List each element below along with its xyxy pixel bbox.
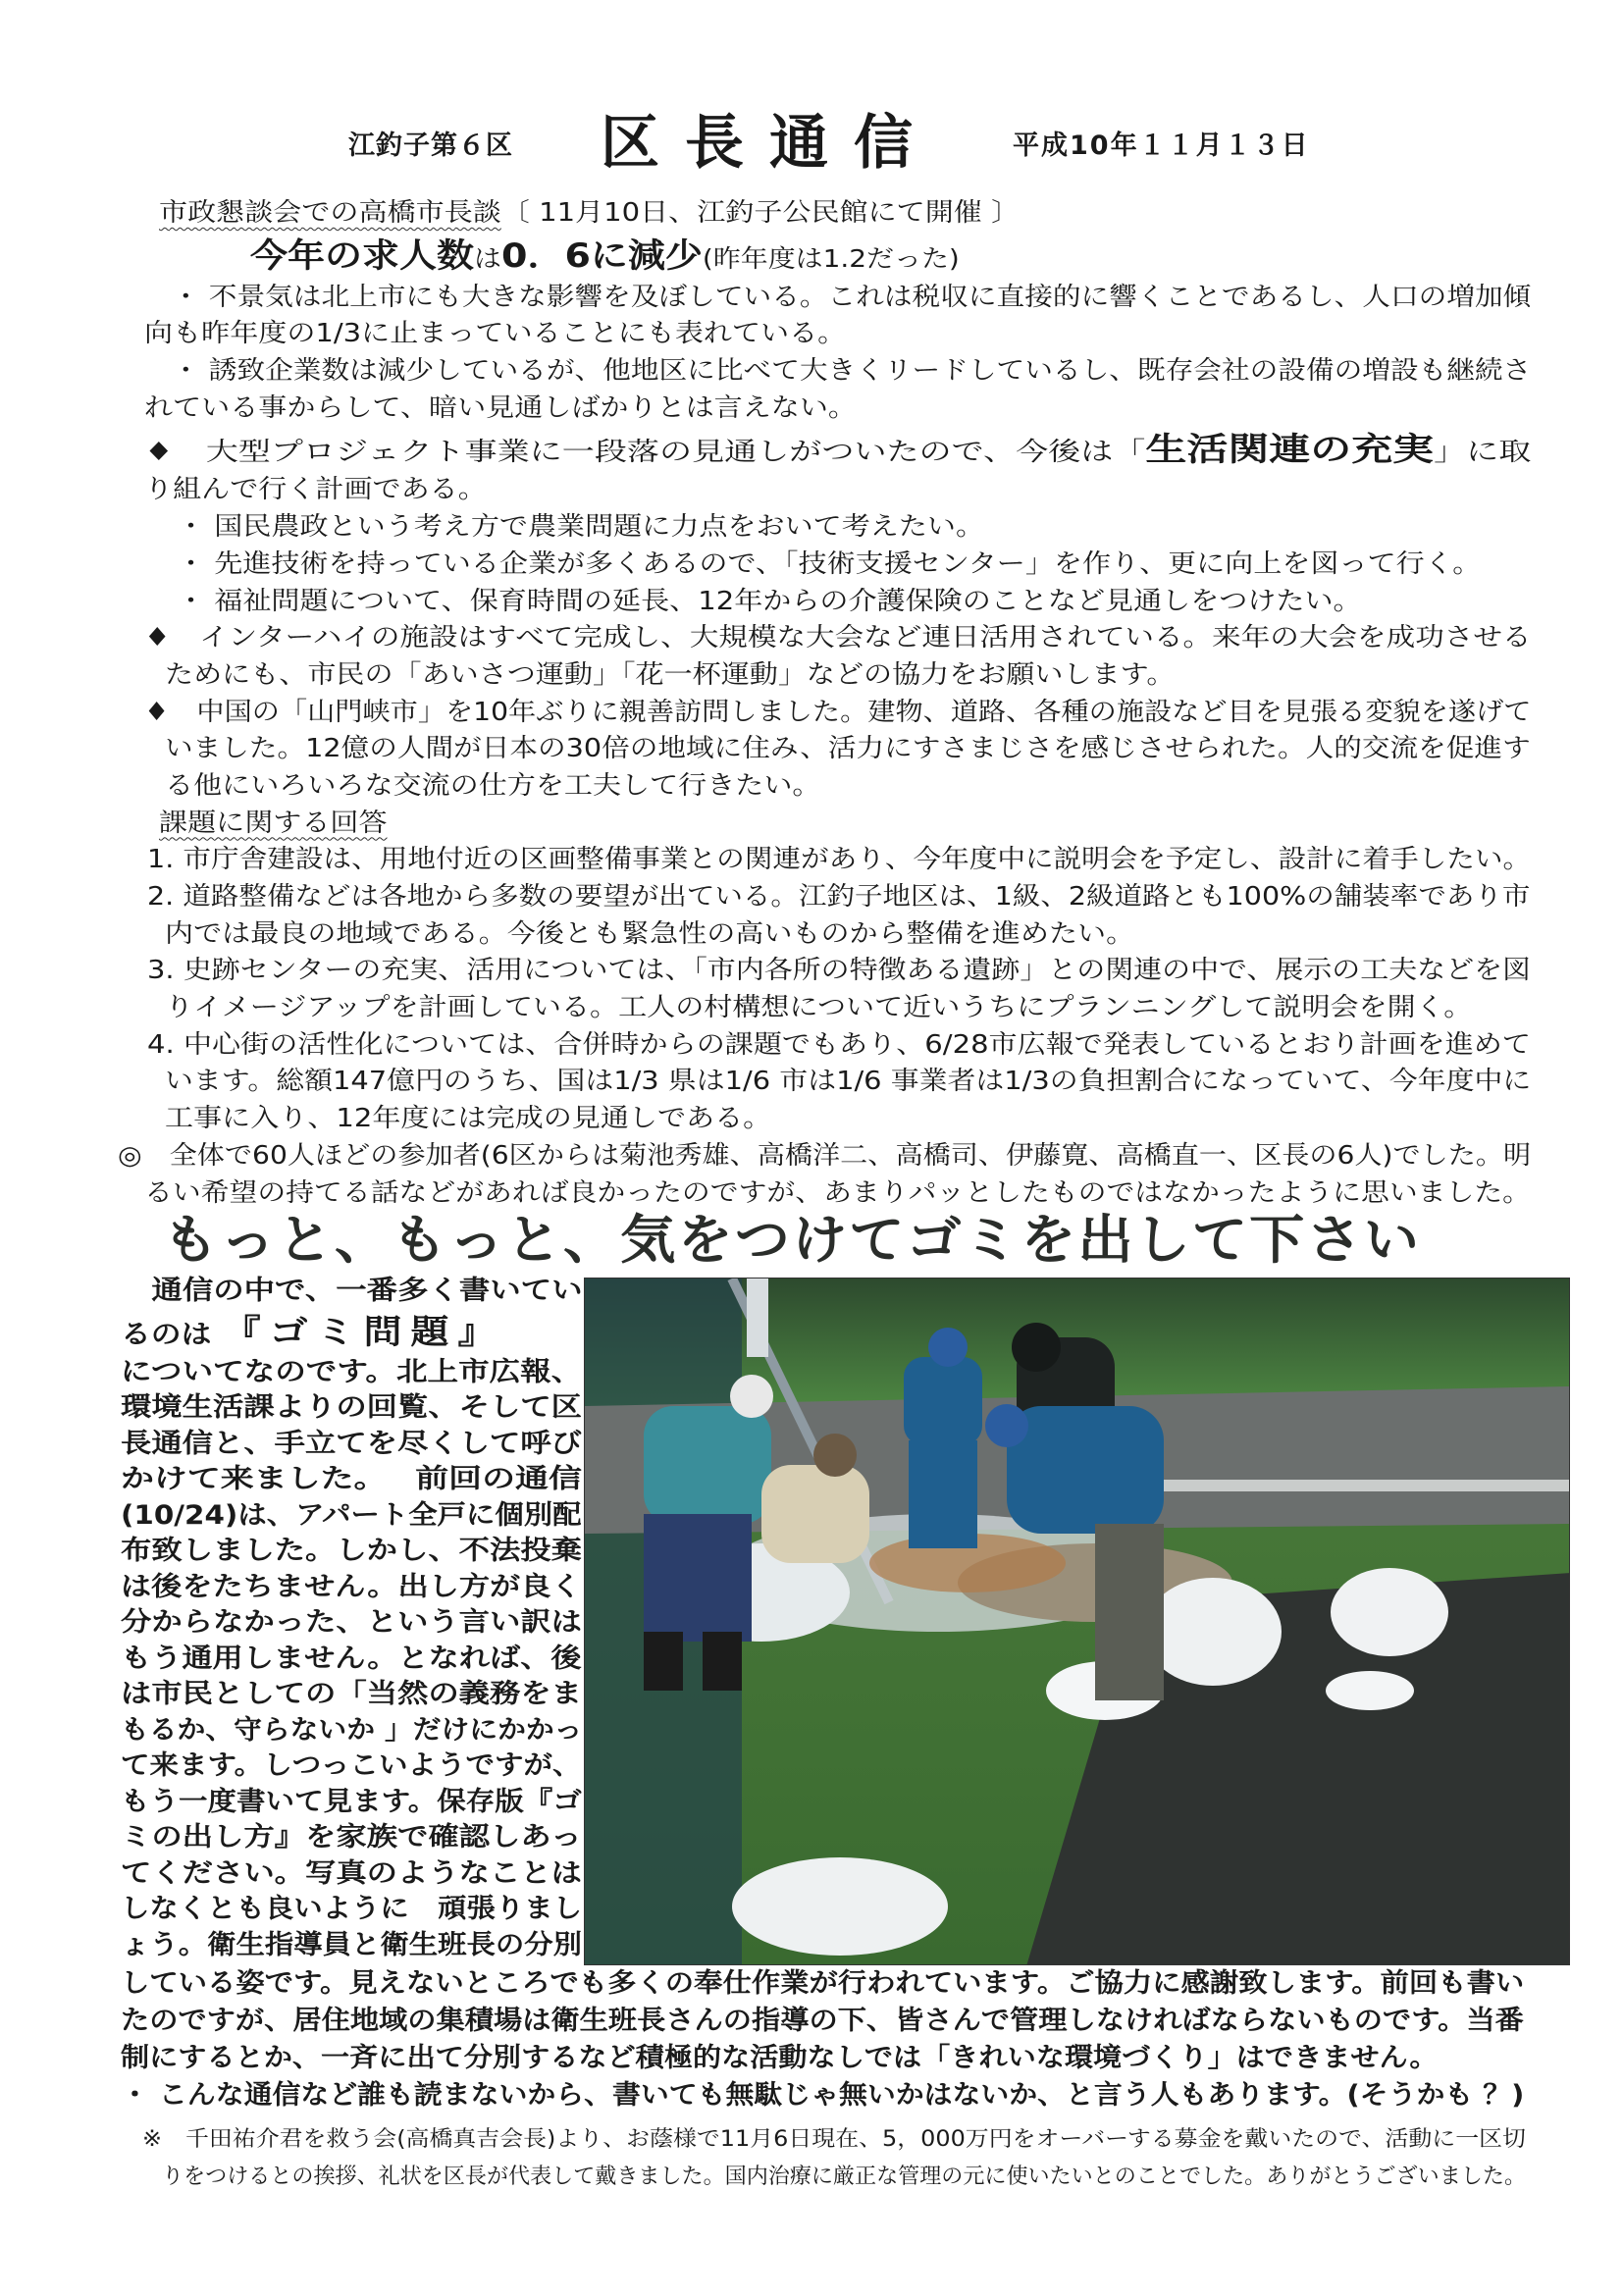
meeting-heading-label: 市政懇談会での高橋市長談 — [159, 198, 501, 228]
headline-part: 0．6に減少 — [500, 235, 703, 276]
text-line: もう一度書いて見ます。保存版『ゴ — [121, 1786, 582, 1817]
signboard — [747, 1278, 768, 1357]
emphasis-garbage-problem: 『ゴミ問題』 — [241, 1312, 505, 1352]
text-line: ・ こんな通信など誰も読まないから、書いても無駄じゃ無いかはないか、と言う人もあります。(そうかも ？) — [121, 2080, 1525, 2111]
text-line: ♦ 中国の「山門峡市」を10年ぶりに親善訪問しました。建物、道路、各種の施設など目を見張る変貌を遂げて — [144, 697, 1532, 727]
text-line: たのですが、居住地域の集積場は衛生班長さんの指導の下、皆さんで管理しなければならないものです。当番 — [121, 2006, 1524, 2036]
text-line: ミの出し方』を家族で確認しあっ — [121, 1822, 582, 1852]
summary-line: るい希望の持てる話などがあれば良かったのですが、あまりパッとしたものではなかったように思いました。 — [144, 1177, 1532, 1208]
text-line: る他にいろいろな交流の仕方を工夫して行きたい。 — [165, 770, 821, 801]
garbage-continued — [121, 1965, 1524, 2114]
text-line: についてなのです。北上市広報、 — [121, 1356, 583, 1387]
note-line: りをつけるとの挨拶、礼状を区長が代表して戴きました。国内治療に厳正な管理の元に使いたいとのことでした。ありがとうございました。 — [162, 2165, 1527, 2189]
text-line: り組んで行く計画である。 — [144, 475, 487, 505]
answers-heading: 課題に関する回答 — [159, 808, 388, 838]
text-line: ・ 先進技術を持っている企業が多くあるので、「技術支援センター」を作り、更に向上を図って行く。 — [177, 548, 1482, 579]
meeting-heading-note: 〔 11月10日、江釣子公民館にて開催 〕 — [500, 198, 1021, 228]
text-line: ♦ インターハイの施設はすべて完成し、大規模な大会など連日活用されている。来年の大会を成功させる — [144, 623, 1532, 653]
text-line: 通信の中で、一番多く書いてい — [121, 1276, 583, 1306]
text-line: りイメージアップを計画している。工人の村構想について近いうちにプランニングして説明会を開く。 — [165, 993, 1473, 1023]
headline-part: 今年の求人数 — [250, 235, 475, 276]
fundraising-note — [142, 2121, 1526, 2196]
person-center — [904, 1328, 982, 1548]
text-line: 環境生活課よりの回覧、そして区 — [121, 1392, 582, 1423]
text-line: 向も昨年度の1/3に止まっていることにも表れている。 — [144, 319, 847, 349]
text-line: てください。写真のようなことは — [121, 1857, 582, 1889]
text-line: 布致しました。しかし、不法投棄 — [121, 1536, 582, 1566]
text-line: しなくとも良いように 頑張りまし — [121, 1894, 582, 1924]
emphasis-living: 生活関連の充実 — [1145, 430, 1435, 469]
curb — [1164, 1480, 1570, 1491]
headline — [118, 233, 1531, 280]
text-part: ♦ 大型プロジェクト事業に一段落の見通しがついたので、今後は「 — [144, 438, 1146, 468]
text-line — [121, 1310, 582, 1355]
note-line: ※ 千田祐介君を救う会(高橋真吉会長)より、お蔭様で11月6日現在、5，000万円をオーバーする募金を戴いたので、活動に一区切 — [142, 2127, 1526, 2152]
text-line: います。総額147億円のうち、国は1/3 県は1/6 市は1/6 事業者は1/3の負担割合になっていて、今年度中に — [165, 1067, 1532, 1097]
issue-date: 平成10年１１月１３日 — [1013, 130, 1310, 161]
text-line: 内では最良の地域である。今後とも緊急性の高いものから整備を進めたい。 — [165, 918, 1135, 949]
answer-item: 1. 市庁舎建設は、用地付近の区画整備事業との関連があり、今年度中に説明会を予定し、設計に着手したい。 — [147, 845, 1532, 875]
answer-item: 3. 史跡センターの充実、活用については、「市内各所の特徴ある遺跡」との関連の中で、展示の工夫などを図 — [147, 956, 1531, 986]
garbage-column — [121, 1274, 582, 1963]
answer-item: 2. 道路整備などは各地から多数の要望が出ている。江釣子地区は、1級、2級道路とも100%の舗装率であり市 — [147, 882, 1531, 912]
meeting-report — [118, 195, 1531, 1212]
district-name: 江釣子第６区 — [348, 130, 513, 161]
text-line: もう通用しません。となれば、後 — [121, 1643, 582, 1674]
meeting-heading — [118, 195, 1531, 233]
text-line: 分からなかった、という言い訳は — [121, 1607, 582, 1638]
text-line: ・ 誘致企業数は減少しているが、他地区に比べて大きくリードしているし、既存会社の設備の増設も継続さ — [172, 356, 1532, 387]
text-line: もるか、守らないか 」だけにかかっ — [121, 1714, 583, 1746]
text-line: かけて来ました。 前回の通信 — [121, 1464, 582, 1494]
text-line: 工事に入り、12年度には完成の見通しである。 — [165, 1104, 772, 1134]
text-line: ・ 不景気は北上市にも大きな影響を及ぼしている。これは税収に直接的に響くことであるし、人口の増加傾 — [172, 282, 1532, 312]
photo-garbage-sorting — [584, 1278, 1570, 1965]
answer-item: 4. 中心街の活性化については、合併時からの課題でもあり、6/28市広報で発表しているとおり計画を進めて — [147, 1029, 1531, 1060]
text-part: るのは — [121, 1319, 242, 1350]
text-line — [118, 427, 1531, 472]
text-line: ょう。衛生指導員と衛生班長の分別 — [121, 1929, 582, 1960]
text-line: ためにも、市民の「あいさつ運動」「花一杯運動」などの協力をお願いします。 — [165, 659, 1176, 690]
newsletter-title: 区長通信 — [601, 109, 938, 178]
text-line: ・ 福祉問題について、保育時間の延長、12年からの介護保険のことなど見通しをつけたい。 — [177, 586, 1362, 616]
text-part: 」に取 — [1434, 438, 1532, 468]
headline-note: (昨年度は1.2だった) — [702, 243, 960, 273]
text-line: 長通信と、手立てを尽くして呼び — [121, 1428, 582, 1459]
text-line: 制にするとか、一斉に出て分別するなど積極的な活動なしでは「きれいな環境づくり」はできません。 — [121, 2043, 1439, 2073]
photo-illustration — [585, 1278, 1570, 1965]
text-line: は市民としての「当然の義務をま — [121, 1679, 582, 1709]
text-line: れている事からして、暗い見通しばかりとは言えない。 — [144, 392, 858, 423]
text-line: いました。12億の人間が日本の30倍の地域に住み、活力にすさまじさを感じさせられた。人的交流を促進す — [165, 734, 1531, 764]
text-line: (10/24)は、アパート全戸に個別配 — [121, 1499, 582, 1531]
text-line: ・ 国民農政という考え方で農業問題に力点をおいて考えたい。 — [177, 512, 985, 543]
text-line: は後をたちません。出し方が良く — [121, 1571, 582, 1602]
summary-line: ◎ 全体で60人ほどの参加者(6区からは菊池秀雄、高橋洋二、高橋司、伊藤寛、高橋直一、区長の6人)でした。明 — [118, 1140, 1532, 1171]
text-line: て来ます。しつっこいようですが、 — [121, 1750, 582, 1781]
headline-part: は — [474, 243, 501, 273]
text-line: している姿です。見えないところでも多くの奉仕作業が行われています。ご協力に感謝致します。前回も書い — [121, 1968, 1525, 1999]
garbage-heading: もっと、もっと、気をつけてゴミを出して下さい — [163, 1209, 1421, 1271]
